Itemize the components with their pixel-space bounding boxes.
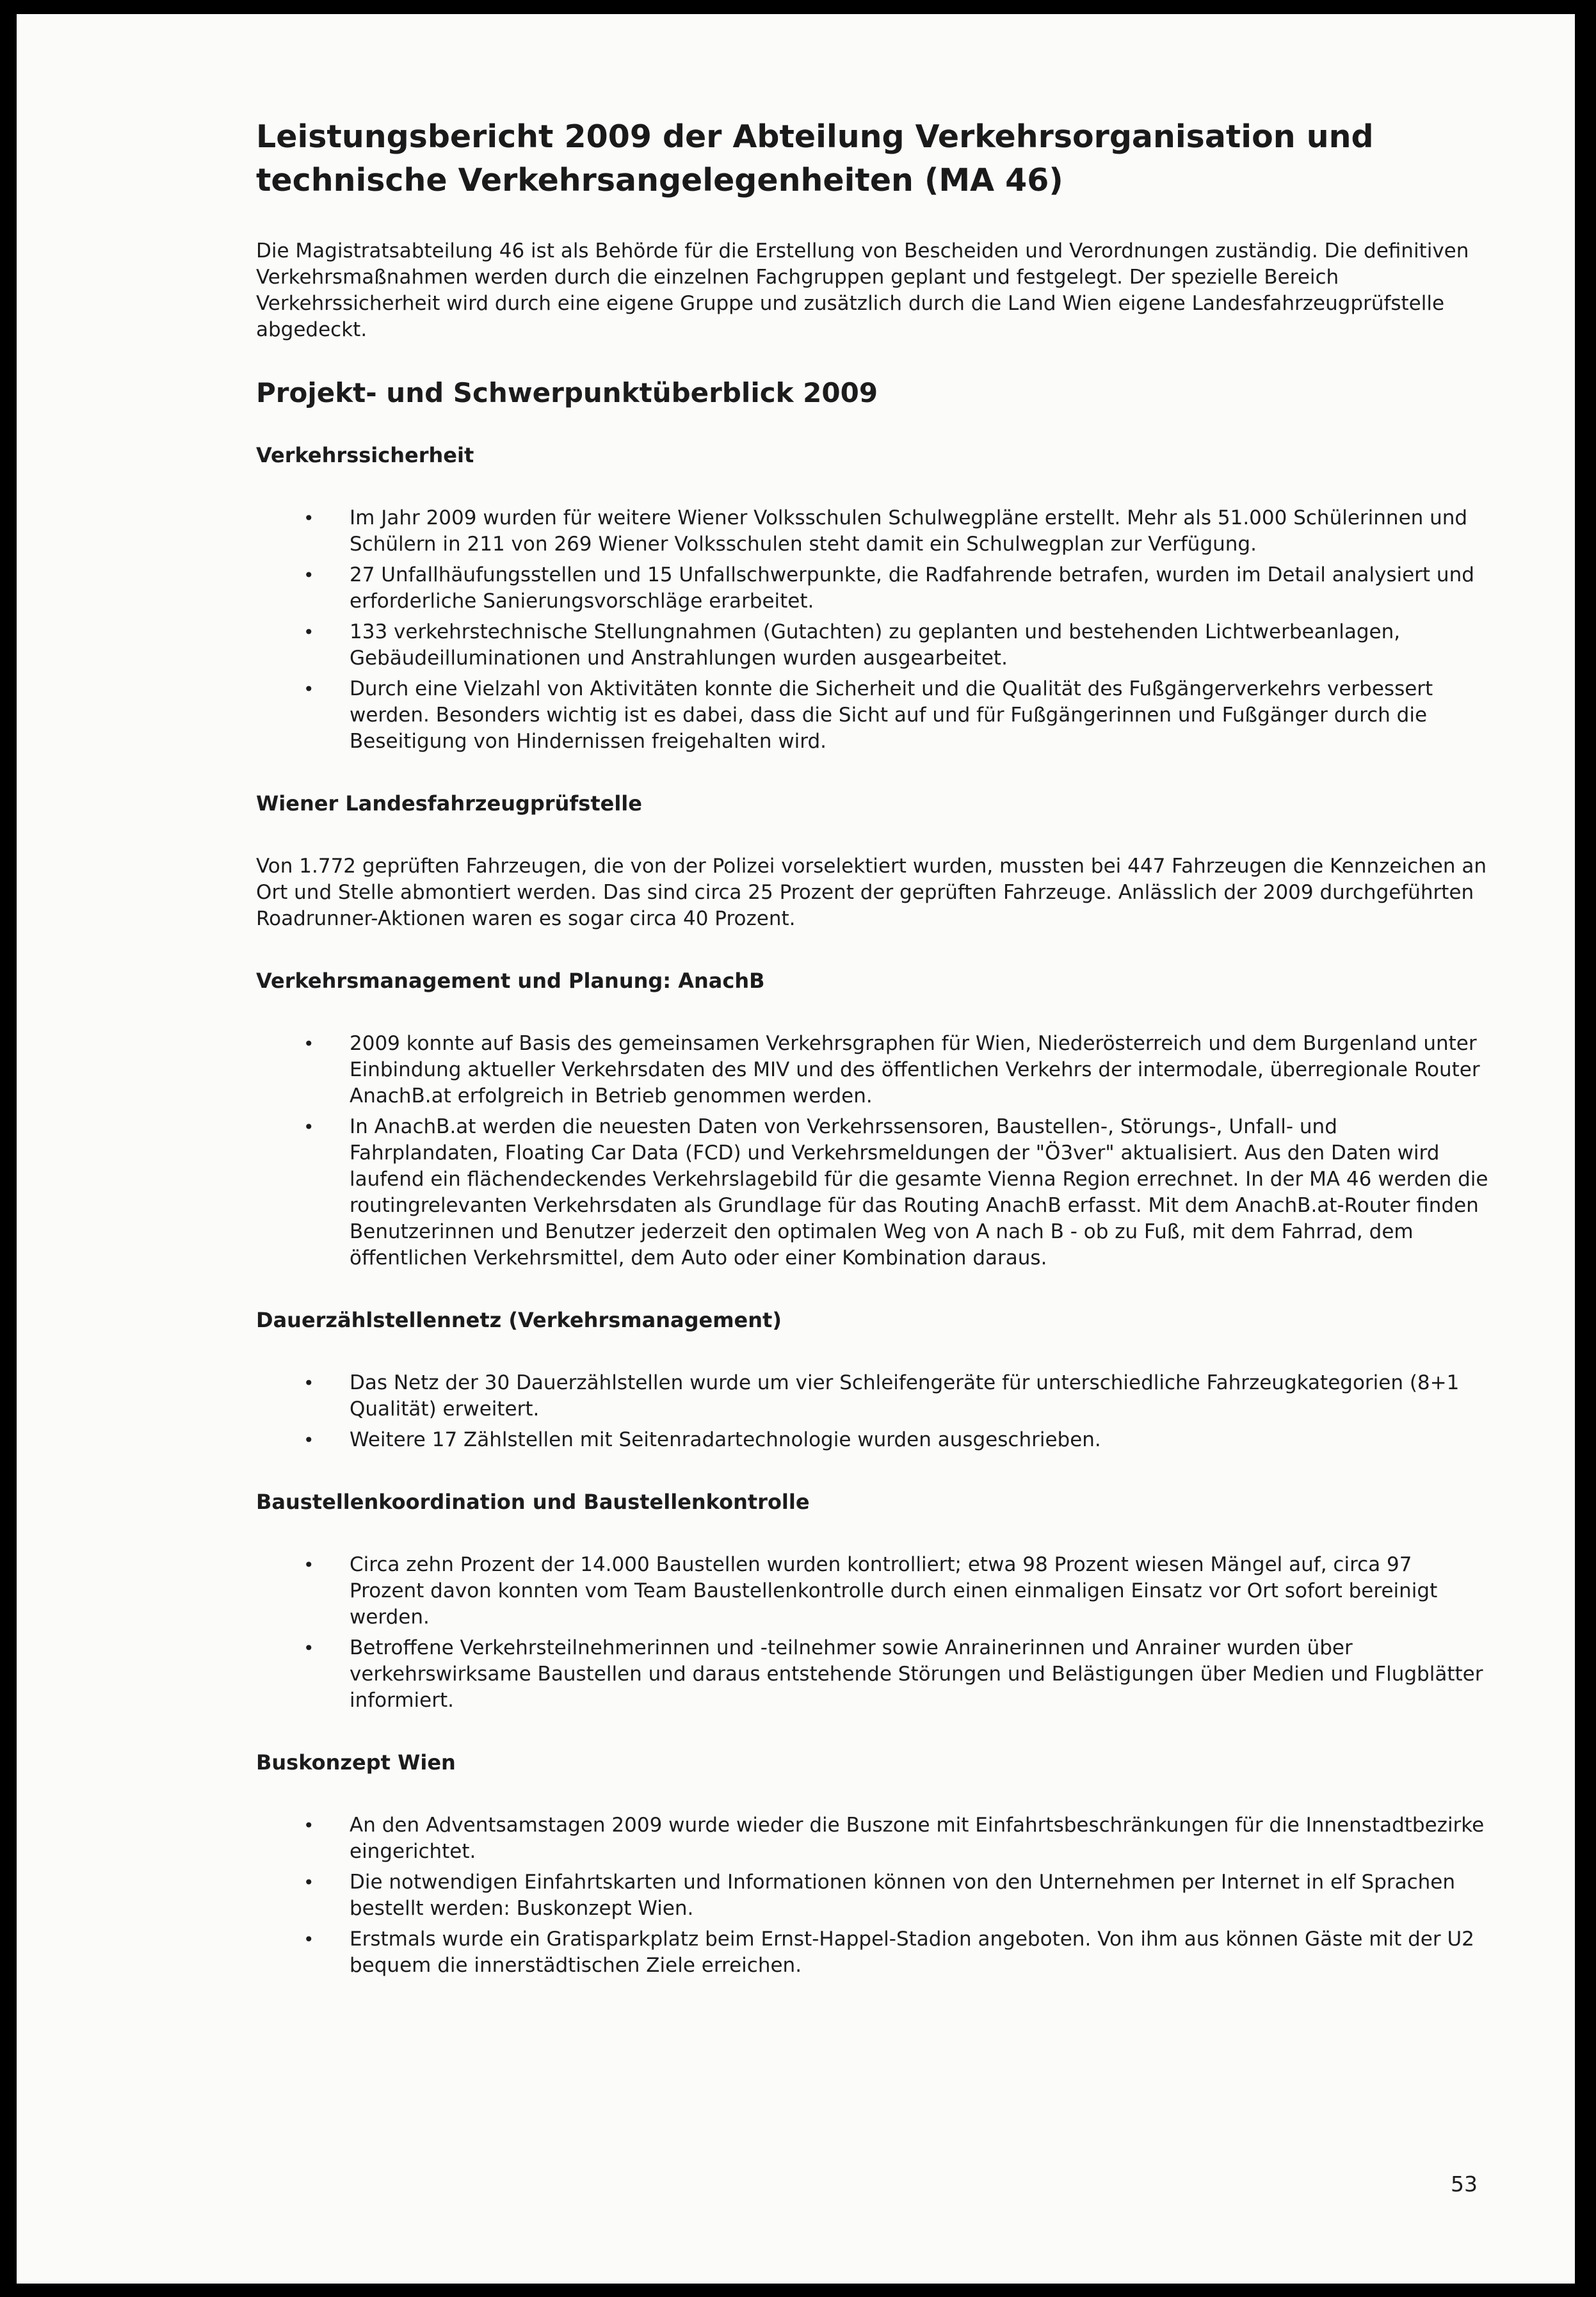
section-heading-anachb: Verkehrsmanagement und Planung: AnachB: [256, 969, 765, 993]
bullet-icon: •: [303, 622, 314, 643]
bullet-list-anachb: [256, 1031, 1492, 1271]
overview-heading: Projekt- und Schwerpunktüberblick 2009: [256, 377, 878, 408]
list-item: • Im Jahr 2009 wurden für weitere Wiener Volksschulen Schulwegpläne erstellt. Mehr als 51.000 Schülerinnen und Schülern in 211 von 269 Wiener Volksschulen steht damit ein Schulwegplan zur Verfügung.: [303, 506, 1468, 556]
section-heading-baustellenkoordination: Baustellenkoordination und Baustellenkontrolle: [256, 1490, 810, 1514]
list-item: • An den Adventsamstagen 2009 wurde wieder die Buszone mit Einfahrtsbeschränkungen für die Innenstadtbezirke eingerichtet.: [303, 1814, 1485, 1863]
page-title: Leistungsbericht 2009 der Abteilung Verkehrsorganisation und technische Verkehrsangelegenheiten (MA 46): [256, 118, 1374, 198]
section-heading-buskonzept: Buskonzept Wien: [256, 1750, 456, 1775]
bullet-icon: •: [303, 508, 314, 529]
list-item: • Das Netz der 30 Dauerzählstellen wurde um vier Schleifengeräte für unterschiedliche Fahrzeugkategorien (8+1 Qualität) erweitert.: [303, 1371, 1460, 1421]
list-item: • Die notwendigen Einfahrtskarten und Informationen können von den Unternehmen per Internet in elf Sprachen bestellt werden: Buskonzept Wien.: [303, 1871, 1455, 1920]
bullet-list-verkehrssicherheit: [256, 505, 1492, 755]
intro-paragraph: Die Magistratsabteilung 46 ist als Behörde für die Erstellung von Bescheiden und Verordnungen zuständig. Die definitiven Verkehrsmaßnahmen werden durch die einzelnen Fachgruppen geplant und festgelegt. Der spezielle Bereich Verkehrssicherheit wird durch eine eigene Gruppe und zusätzlich durch die Land Wien eigene Landesfahrzeugprüfstelle abgedeckt.: [256, 239, 1469, 341]
bullet-icon: •: [303, 1430, 314, 1451]
bullet-icon: •: [303, 679, 314, 700]
section-paragraph-landesfahrzeugpruefstelle: Von 1.772 geprüften Fahrzeugen, die von der Polizei vorselektiert wurden, mussten bei 447 Fahrzeugen die Kennzeichen an Ort und Stelle abmontiert werden. Das sind circa 25 Prozent der geprüften Fahrzeuge. Anlässlich der 2009 durchgeführten Roadrunner-Aktionen waren es sogar circa 40 Prozent.: [256, 855, 1487, 930]
list-item: • 27 Unfallhäufungsstellen und 15 Unfallschwerpunkte, die Radfahrende betrafen, wurden im Detail analysiert und erforderliche Sanierungsvorschläge erarbeitet.: [303, 563, 1474, 613]
list-item: • Circa zehn Prozent der 14.000 Baustellen wurden kontrolliert; etwa 98 Prozent wiesen Mängel auf, circa 97 Prozent davon konnten vom Team Baustellenkontrolle durch einen einmaligen Einsatz vor Ort sofort bereinigt werden.: [303, 1553, 1438, 1629]
bullet-icon: •: [303, 565, 314, 586]
list-item: • 2009 konnte auf Basis des gemeinsamen Verkehrsgraphen für Wien, Niederösterreich und dem Burgenland unter Einbindung aktueller Verkehrsdaten des MIV und des öffentlichen Verkehrs der intermodale, überregionale Router AnachB.at erfolgreich in Betrieb genommen werden.: [303, 1032, 1480, 1108]
bullet-icon: •: [303, 1815, 314, 1836]
list-item: • In AnachB.at werden die neuesten Daten von Verkehrssensoren, Baustellen-, Störungs-, Unfall- und Fahrplandaten, Floating Car Data (FCD) und Verkehrsmeldungen der "Ö3ver" aktualisiert. Aus den Daten wird laufend ein flächendeckendes Verkehrslagebild für die gesamte Vienna Region errechnet. In der MA 46 werden die routingrelevanten Verkehrsdaten als Grundlage für das Routing AnachB erfasst. Mit dem AnachB.at-Router finden Benutzerinnen und Benutzer jederzeit den optimalen Weg von A nach B - ob zu Fuß, mit dem Fahrrad, dem öffentlichen Verkehrsmittel, dem Auto oder einer Kombination daraus.: [303, 1115, 1488, 1269]
bullet-list-dauerzaehlstellennetz: [256, 1370, 1492, 1453]
page-number: 53: [1451, 2172, 1478, 2196]
list-item: • Erstmals wurde ein Gratisparkplatz beim Ernst-Happel-Stadion angeboten. Von ihm aus können Gäste mit der U2 bequem die innerstädtischen Ziele erreichen.: [303, 1928, 1474, 1977]
bullet-icon: •: [303, 1116, 314, 1138]
bullet-icon: •: [303, 1929, 314, 1950]
document-page: [17, 14, 1575, 2284]
bullet-icon: •: [303, 1872, 314, 1893]
bullet-icon: •: [303, 1033, 314, 1054]
list-item: • Weitere 17 Zählstellen mit Seitenradartechnologie wurden ausgeschrieben.: [256, 1427, 1492, 1453]
section-heading-landesfahrzeugpruefstelle: Wiener Landesfahrzeugprüfstelle: [256, 791, 642, 816]
bullet-icon: •: [303, 1638, 314, 1659]
page-content: [256, 115, 1492, 1983]
list-item: • Betroffene Verkehrsteilnehmerinnen und -teilnehmer sowie Anrainerinnen und Anrainer wurden über verkehrswirksame Baustellen und daraus entstehende Störungen und Belästigungen über Medien und Flugblätter informiert.: [303, 1636, 1483, 1712]
section-heading-verkehrssicherheit: Verkehrssicherheit: [256, 443, 474, 467]
bullet-list-buskonzept: [256, 1812, 1492, 1979]
bullet-icon: •: [303, 1554, 314, 1576]
section-heading-dauerzaehlstellennetz: Dauerzählstellennetz (Verkehrsmanagement): [256, 1308, 782, 1332]
bullet-list-baustellenkoordination: [256, 1552, 1492, 1714]
bullet-icon: •: [303, 1373, 314, 1394]
list-item: • 133 verkehrstechnische Stellungnahmen (Gutachten) zu geplanten und bestehenden Lichtwerbeanlagen, Gebäudeilluminationen und Anstrahlungen wurden ausgearbeitet.: [303, 620, 1401, 670]
list-item: • Durch eine Vielzahl von Aktivitäten konnte die Sicherheit und die Qualität des Fußgängerverkehrs verbessert werden. Besonders wichtig ist es dabei, dass die Sicht auf und für Fußgängerinnen und Fußgänger durch die Beseitigung von Hindernissen freigehalten wird.: [303, 677, 1433, 753]
